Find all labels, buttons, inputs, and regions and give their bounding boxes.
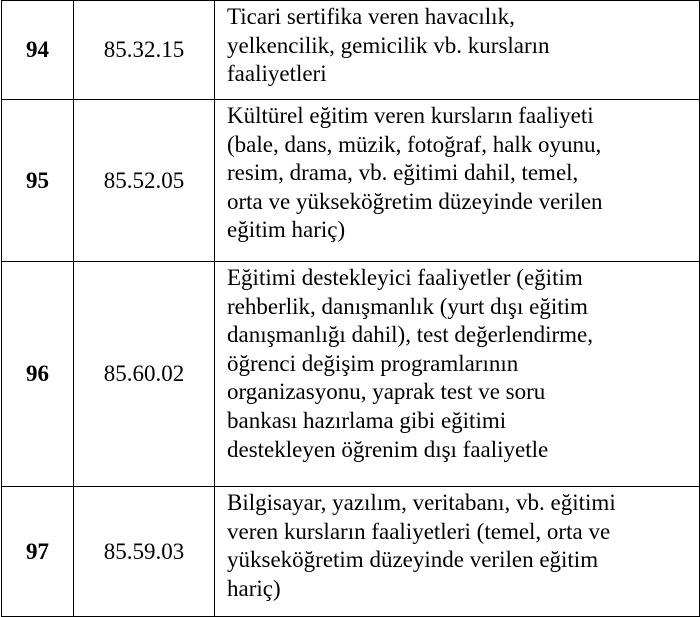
activity-description (215, 1, 700, 100)
description-line: rehberlik, danışmanlık (yurt dışı eğitim (227, 293, 588, 319)
table-row (2, 100, 700, 262)
description-line: eğitim hariç) (227, 217, 346, 243)
description-line: (bale, dans, müzik, fotoğraf, halk oyunu, (227, 131, 602, 157)
description-line: bankası hazırlama gibi eğitimi (227, 407, 507, 433)
activity-description (215, 262, 700, 487)
description-line: yükseköğretim düzeyinde verilen eğitim (227, 547, 599, 573)
description-line: Ticari sertifika veren havacılık, (227, 4, 515, 29)
description-line: hariç) (227, 575, 281, 601)
activity-code: 85.32.15 (74, 1, 215, 100)
description-line: Eğitimi destekleyici faaliyetler (eğitim (227, 265, 583, 290)
description-line: faaliyetleri (227, 61, 327, 87)
row-number: 96 (2, 262, 74, 487)
activity-code-table (1, 0, 700, 617)
description-line: danışmanlığı dahil), test değerlendirme, (227, 322, 593, 348)
description-line: organizasyonu, yaprak test ve soru (227, 379, 546, 405)
description-line: yelkencilik, gemicilik vb. kursların (227, 32, 550, 58)
table-row (2, 487, 700, 617)
activity-code: 85.59.03 (74, 487, 215, 617)
description-line: veren kursların faaliyetleri (temel, orta ve (227, 518, 611, 544)
activity-description (215, 100, 700, 262)
row-number: 95 (2, 100, 74, 262)
description-line: Bilgisayar, yazılım, veritabanı, vb. eğitimi (227, 490, 616, 515)
description-line: öğrenci değişim programlarının (227, 350, 519, 376)
activity-code: 85.60.02 (74, 262, 215, 487)
table-row (2, 1, 700, 100)
activity-code: 85.52.05 (74, 100, 215, 262)
row-number: 94 (2, 1, 74, 100)
description-line: resim, drama, vb. eğitimi dahil, temel, (227, 160, 579, 186)
table-row (2, 262, 700, 487)
row-number: 97 (2, 487, 74, 617)
activity-description (215, 487, 700, 617)
description-line: orta ve yükseköğretim düzeyinde verilen (227, 188, 603, 214)
description-line: destekleyen öğrenim dışı faaliyetle (227, 436, 549, 462)
description-line: Kültürel eğitim veren kursların faaliyeti (227, 103, 594, 128)
